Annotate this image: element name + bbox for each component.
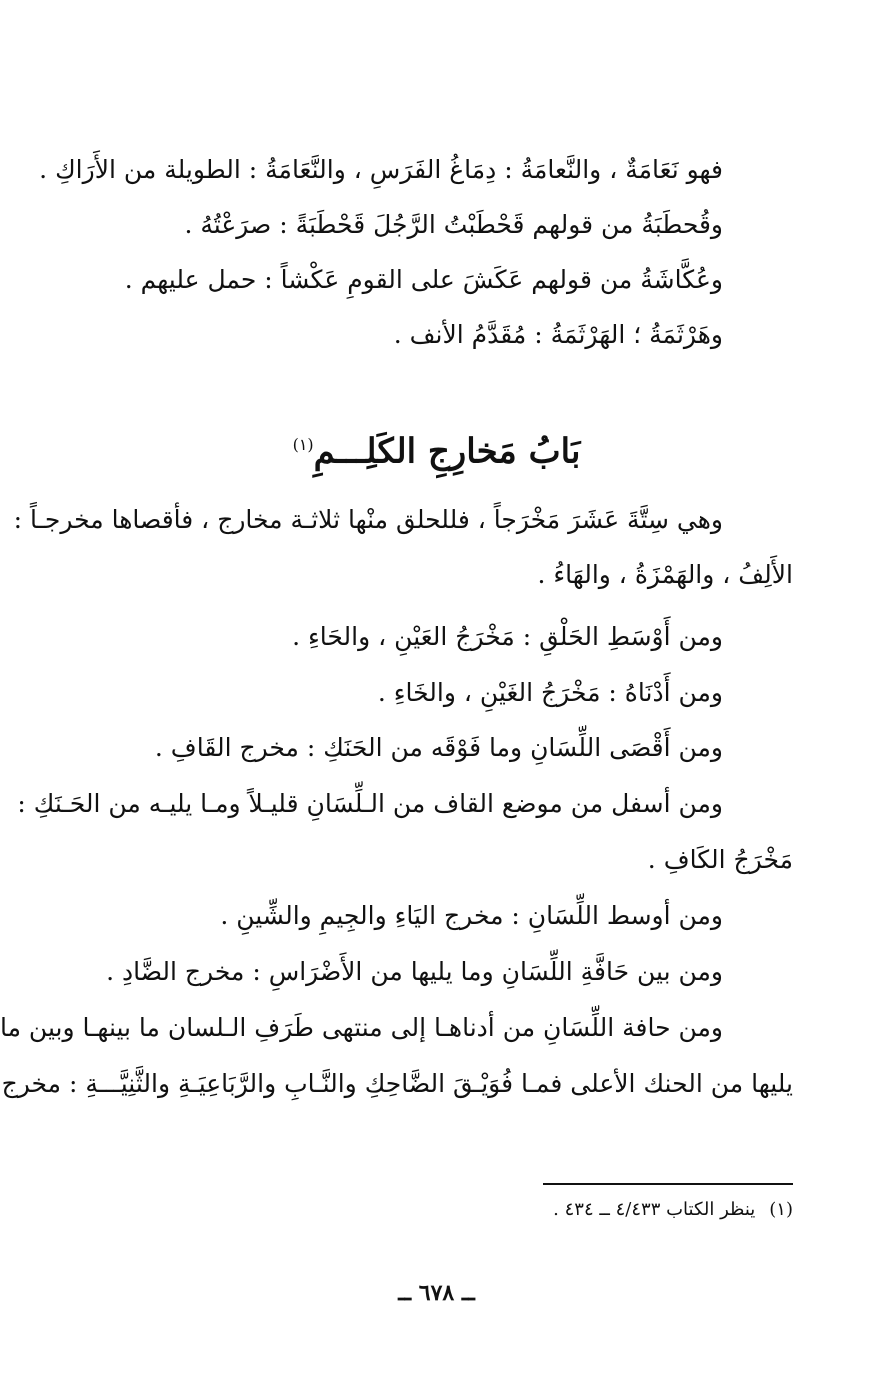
text-line: وهَرْثَمَةُ ؛ الهَرْثَمَةُ : مُقَدَّمُ الأنف . [393,320,723,349]
text-line: ومن أَدْنَاهُ : مَخْرَجُ الغَيْنِ ، والخَاءِ . [377,678,723,707]
text-line: ومن أسفل من موضع القاف من الـلِّسَانِ قليـلاً ومـا يليـه من الحَـنَكِ : [17,789,723,818]
footnote-ref: (١) [292,435,314,454]
text-line: ومن أوسط اللِّسَانِ : مخرج اليَاءِ والجِيمِ والشِّينِ . [220,901,723,930]
text-line: وهي سِتَّةَ عَشَرَ مَخْرَجاً ، فللحلق منْها ثلاثـة مخارج ، فأقصاها مخرجـاً : [13,505,723,534]
text-line: ومن حافة اللِّسَانِ من أدناهـا إلى منتهى طَرَفِ الـلسان ما بينهـا وبين ما [0,1013,723,1042]
text-line: وعُكَّاشَةُ من قولهم عَكَشَ على القومِ عَكْشاً : حمل عليهم . [124,265,723,294]
text-line: الأَلِفُ ، والهَمْزَةُ ، والهَاءُ . [537,560,793,589]
text-line: ومن بين حَافَّةِ اللِّسَانِ وما يليها من الأَضْرَاسِ : مخرج الضَّادِ . [106,957,723,986]
text-line: ومن أَقْصَى اللِّسَانِ وما فَوْقَه من الحَنَكِ : مخرج القَافِ . [154,733,723,762]
text-line: وقُحطَبَةُ من قولهم قَحْطَبْتُ الرَّجُلَ قَحْطَبَةً : صرَعْتُهُ . [184,210,723,239]
footnote-text: ينظر الكتاب ٤/٤٣٣ ــ ٤٣٤ . [553,1199,756,1220]
chapter-heading [0,420,873,476]
footnote [553,1196,793,1224]
text-line: مَخْرَجُ الكَافِ . [647,845,793,874]
text-line: ومن أَوْسَطِ الحَلْقِ : مَخْرَجُ العَيْنِ ، والحَاءِ . [292,622,723,651]
footnote-divider [543,1183,793,1185]
text-line: يليها من الحنك الأعلى فمـا فُوَيْـقَ الضَّاحِكِ والنَّـابِ والرَّبَاعِيَـةِ والثَّنِيَّـــةِ : مخرج [1,1069,793,1098]
footnote-number: (١) [769,1199,793,1220]
chapter-heading-text: بَابُ مَخارِجِ الكَلِـــمِ [313,431,581,472]
page-number: ــ ٦٧٨ ــ [398,1280,475,1306]
text-line: فهو نَعَامَةٌ ، والنَّعامَةُ : دِمَاغُ الفَرَسِ ، والنَّعَامَةُ : الطويلة من الأَرَاكِ . [39,155,723,184]
